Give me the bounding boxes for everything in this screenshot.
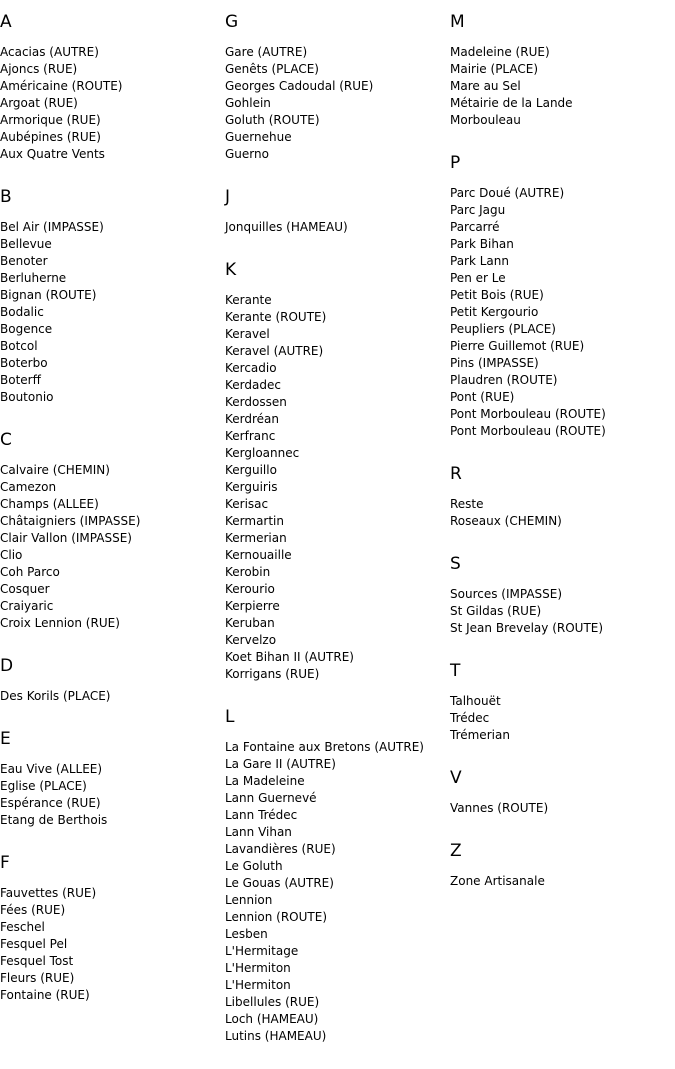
street-link[interactable]: Eglise (PLACE) xyxy=(0,779,87,793)
street-link[interactable]: La Fontaine aux Bretons (AUTRE) xyxy=(225,740,424,754)
street-link[interactable]: Kerpierre xyxy=(225,599,280,613)
street-link[interactable]: Georges Cadoudal (RUE) xyxy=(225,79,374,93)
street-link[interactable]: Fontaine (RUE) xyxy=(0,988,90,1002)
street-link[interactable]: Park Lann xyxy=(450,254,509,268)
street-link[interactable]: Lann Guernevé xyxy=(225,791,317,805)
street-link[interactable]: Coh Parco xyxy=(0,565,60,579)
street-link[interactable]: Pont Morbouleau (ROUTE) xyxy=(450,424,606,438)
street-link[interactable]: Kerfranc xyxy=(225,429,276,443)
street-link[interactable]: Acacias (AUTRE) xyxy=(0,45,99,59)
street-link[interactable]: Boterbo xyxy=(0,356,48,370)
index-column-3 xyxy=(450,0,675,914)
letter-heading: G xyxy=(225,12,239,32)
street-list xyxy=(450,185,675,440)
street-link[interactable]: Argoat (RUE) xyxy=(0,96,78,110)
street-link[interactable]: Kerobin xyxy=(225,565,271,579)
street-link[interactable]: Bogence xyxy=(0,322,53,336)
street-list xyxy=(450,44,675,129)
street-link[interactable]: Armorique (RUE) xyxy=(0,113,101,127)
letter-section xyxy=(450,554,675,637)
street-link[interactable]: Pont (RUE) xyxy=(450,390,515,404)
street-link[interactable]: Plaudren (ROUTE) xyxy=(450,373,558,387)
street-link[interactable]: St Gildas (RUE) xyxy=(450,604,542,618)
street-link[interactable]: Jonquilles (HAMEAU) xyxy=(225,220,348,234)
street-link[interactable]: Fesquel Pel xyxy=(0,937,68,951)
letter-heading: F xyxy=(0,853,10,873)
street-link[interactable]: Parc Doué (AUTRE) xyxy=(450,186,565,200)
letter-section xyxy=(225,12,450,163)
street-link[interactable]: Guernehue xyxy=(225,130,292,144)
street-link[interactable]: Kermerian xyxy=(225,531,287,545)
street-link[interactable]: Fleurs (RUE) xyxy=(0,971,75,985)
street-link[interactable]: Pierre Guillemot (RUE) xyxy=(450,339,585,353)
letter-heading: M xyxy=(450,12,465,32)
street-link[interactable]: Kerourio xyxy=(225,582,275,596)
letter-heading: Z xyxy=(450,841,462,861)
street-link[interactable]: Feschel xyxy=(0,920,45,934)
street-list xyxy=(450,496,675,530)
street-link[interactable]: Keravel xyxy=(225,327,270,341)
street-link[interactable]: Camezon xyxy=(0,480,57,494)
street-link[interactable]: Petit Bois (RUE) xyxy=(450,288,544,302)
street-link[interactable]: Clair Vallon (IMPASSE) xyxy=(0,531,132,545)
letter-section xyxy=(0,853,225,1004)
street-link[interactable]: Etang de Berthois xyxy=(0,813,108,827)
street-link[interactable]: St Jean Brevelay (ROUTE) xyxy=(450,621,604,635)
street-link[interactable]: Boterff xyxy=(0,373,41,387)
letter-section xyxy=(225,260,450,683)
letter-heading: E xyxy=(0,729,11,749)
street-link[interactable]: Talhouët xyxy=(450,694,501,708)
street-list xyxy=(225,44,450,163)
street-list xyxy=(0,885,225,1004)
street-link[interactable]: Loch (HAMEAU) xyxy=(225,1012,319,1026)
letter-heading: J xyxy=(225,187,231,207)
street-list xyxy=(225,292,450,683)
street-link[interactable]: Mare au Sel xyxy=(450,79,521,93)
letter-section xyxy=(0,430,225,632)
street-link[interactable]: Kercadio xyxy=(225,361,277,375)
street-link[interactable]: Calvaire (CHEMIN) xyxy=(0,463,110,477)
street-link[interactable]: Bignan (ROUTE) xyxy=(0,288,97,302)
street-list xyxy=(225,219,450,236)
letter-heading: L xyxy=(225,707,235,727)
letter-section xyxy=(450,153,675,440)
street-link[interactable]: L'Hermitage xyxy=(225,944,299,958)
letter-heading: S xyxy=(450,554,461,574)
letter-section xyxy=(450,661,675,744)
letter-heading: C xyxy=(0,430,12,450)
street-list xyxy=(0,219,225,406)
street-link[interactable]: Kerdadec xyxy=(225,378,281,392)
street-list xyxy=(0,462,225,632)
street-list xyxy=(0,688,225,705)
letter-section xyxy=(225,707,450,1045)
street-list xyxy=(450,800,675,817)
letter-heading: D xyxy=(0,656,14,676)
street-link[interactable]: Keruban xyxy=(225,616,275,630)
letter-section xyxy=(450,12,675,129)
street-link[interactable]: Espérance (RUE) xyxy=(0,796,101,810)
street-link[interactable]: Kervelzo xyxy=(225,633,277,647)
street-link[interactable]: Park Bihan xyxy=(450,237,514,251)
street-link[interactable]: Des Korils (PLACE) xyxy=(0,689,111,703)
index-column-2 xyxy=(225,0,450,1069)
street-link[interactable]: Châtaigniers (IMPASSE) xyxy=(0,514,141,528)
letter-section xyxy=(450,841,675,890)
street-link[interactable]: Cosquer xyxy=(0,582,50,596)
street-link[interactable]: Lann Trédec xyxy=(225,808,298,822)
street-link[interactable]: Boutonio xyxy=(0,390,54,404)
street-link[interactable]: Peupliers (PLACE) xyxy=(450,322,556,336)
street-link[interactable]: Kerante (ROUTE) xyxy=(225,310,327,324)
street-link[interactable]: Fées (RUE) xyxy=(0,903,66,917)
street-link[interactable]: Kerguiris xyxy=(225,480,278,494)
index-column-1 xyxy=(0,0,225,1028)
street-link[interactable]: Craiyaric xyxy=(0,599,54,613)
letter-section xyxy=(0,187,225,406)
letter-section xyxy=(0,729,225,829)
street-link[interactable]: Lutins (HAMEAU) xyxy=(225,1029,327,1043)
street-link[interactable]: Gohlein xyxy=(225,96,271,110)
street-link[interactable]: Aubépines (RUE) xyxy=(0,130,101,144)
letter-section xyxy=(225,187,450,236)
street-link[interactable]: Goluth (ROUTE) xyxy=(225,113,320,127)
street-link[interactable]: Kerguillo xyxy=(225,463,277,477)
letter-heading: K xyxy=(225,260,237,280)
street-link[interactable]: Bel Air (IMPASSE) xyxy=(0,220,104,234)
street-link[interactable]: L'Hermiton xyxy=(225,978,291,992)
letter-section xyxy=(450,464,675,530)
street-link[interactable]: Kermartin xyxy=(225,514,284,528)
street-link[interactable]: Morbouleau xyxy=(450,113,521,127)
street-list xyxy=(0,761,225,829)
street-link[interactable]: Trédec xyxy=(450,711,490,725)
street-link[interactable]: Berluherne xyxy=(0,271,67,285)
street-link[interactable]: Koet Bihan II (AUTRE) xyxy=(225,650,354,664)
street-link[interactable]: Trémerian xyxy=(450,728,510,742)
street-link[interactable]: Champs (ALLEE) xyxy=(0,497,99,511)
street-link[interactable]: Lennion (ROUTE) xyxy=(225,910,328,924)
street-link[interactable]: La Gare II (AUTRE) xyxy=(225,757,336,771)
street-link[interactable]: Pen er Le xyxy=(450,271,506,285)
street-link[interactable]: Bodalic xyxy=(0,305,44,319)
street-link[interactable]: Botcol xyxy=(0,339,38,353)
street-link[interactable]: Eau Vive (ALLEE) xyxy=(0,762,103,776)
street-link[interactable]: Croix Lennion (RUE) xyxy=(0,616,120,630)
letter-heading: A xyxy=(0,12,12,32)
letter-section xyxy=(450,768,675,817)
street-link[interactable]: Petit Kergourio xyxy=(450,305,539,319)
letter-section xyxy=(0,656,225,705)
street-link[interactable]: Pont Morbouleau (ROUTE) xyxy=(450,407,606,421)
street-link[interactable]: Zone Artisanale xyxy=(450,874,545,888)
street-link[interactable]: Madeleine (RUE) xyxy=(450,45,550,59)
street-link[interactable]: Benoter xyxy=(0,254,48,268)
street-link[interactable]: Lavandières (RUE) xyxy=(225,842,336,856)
letter-heading: P xyxy=(450,153,461,173)
street-list xyxy=(225,739,450,1045)
street-link[interactable]: Lann Vihan xyxy=(225,825,292,839)
street-link[interactable]: Kernouaille xyxy=(225,548,292,562)
street-link[interactable]: Lennion xyxy=(225,893,273,907)
street-link[interactable]: Métairie de la Lande xyxy=(450,96,573,110)
street-link[interactable]: Genêts (PLACE) xyxy=(225,62,319,76)
street-link[interactable]: Bellevue xyxy=(0,237,52,251)
street-link[interactable]: Kerdréan xyxy=(225,412,280,426)
street-link[interactable]: Fauvettes (RUE) xyxy=(0,886,97,900)
street-link[interactable]: Korrigans (RUE) xyxy=(225,667,320,681)
street-link[interactable]: Guerno xyxy=(225,147,269,161)
street-link[interactable]: Vannes (ROUTE) xyxy=(450,801,549,815)
street-link[interactable]: Parcarré xyxy=(450,220,500,234)
street-link[interactable]: Reste xyxy=(450,497,484,511)
street-list xyxy=(450,873,675,890)
street-link[interactable]: L'Hermiton xyxy=(225,961,291,975)
letter-section xyxy=(0,12,225,163)
street-link[interactable]: Américaine (ROUTE) xyxy=(0,79,123,93)
street-link[interactable]: Libellules (RUE) xyxy=(225,995,320,1009)
street-link[interactable]: Keravel (AUTRE) xyxy=(225,344,324,358)
street-link[interactable]: Kerisac xyxy=(225,497,269,511)
street-link[interactable]: Le Gouas (AUTRE) xyxy=(225,876,334,890)
street-link[interactable]: Gare (AUTRE) xyxy=(225,45,308,59)
street-list xyxy=(450,586,675,637)
letter-heading: T xyxy=(450,661,461,681)
letter-heading: R xyxy=(450,464,462,484)
street-link[interactable]: Kerante xyxy=(225,293,272,307)
street-link[interactable]: Lesben xyxy=(225,927,268,941)
letter-heading: B xyxy=(0,187,12,207)
street-link[interactable]: Clio xyxy=(0,548,23,562)
street-link[interactable]: Pins (IMPASSE) xyxy=(450,356,539,370)
street-link[interactable]: Ajoncs (RUE) xyxy=(0,62,78,76)
street-list xyxy=(450,693,675,744)
street-link[interactable]: Parc Jagu xyxy=(450,203,506,217)
street-link[interactable]: Sources (IMPASSE) xyxy=(450,587,563,601)
street-link[interactable]: Le Goluth xyxy=(225,859,283,873)
street-link[interactable]: Fesquel Tost xyxy=(0,954,74,968)
street-link[interactable]: Kergloannec xyxy=(225,446,300,460)
street-list xyxy=(0,44,225,163)
street-link[interactable]: Roseaux (CHEMIN) xyxy=(450,514,562,528)
street-link[interactable]: Kerdossen xyxy=(225,395,287,409)
street-link[interactable]: Mairie (PLACE) xyxy=(450,62,539,76)
letter-heading: V xyxy=(450,768,462,788)
street-link[interactable]: Aux Quatre Vents xyxy=(0,147,105,161)
street-link[interactable]: La Madeleine xyxy=(225,774,305,788)
